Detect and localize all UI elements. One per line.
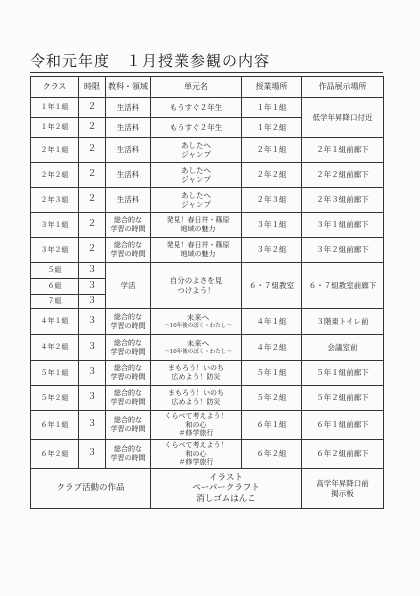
- class-cell: ６組: [31, 279, 79, 295]
- class-cell: ４年２組: [31, 335, 79, 361]
- period-cell: ３: [79, 263, 106, 279]
- period-cell: ２: [79, 238, 106, 263]
- unit-cell: あしたへ ジャンプ: [151, 163, 242, 188]
- place-cell: ６年２組: [242, 440, 302, 469]
- place-cell: ４年１組: [242, 309, 302, 335]
- unit-cell: 発見！春日井・篠原 地域の魅力: [151, 213, 242, 238]
- subject-cell: 生活科: [106, 118, 151, 138]
- table-row: [31, 440, 384, 469]
- subject-cell: 総合的な 学習の時間: [106, 309, 151, 335]
- subject-cell: 総合的な 学習の時間: [106, 361, 151, 386]
- place-cell: ２年２組: [242, 163, 302, 188]
- exhibit-cell: ５年１組前廊下: [302, 361, 384, 386]
- club-row: [31, 469, 384, 509]
- table-row: [31, 263, 384, 279]
- class-cell: ５組: [31, 263, 79, 279]
- place-cell: ３年２組: [242, 238, 302, 263]
- unit-cell: まもろう！いのち 広めよう！防災: [151, 386, 242, 411]
- class-cell: １年１組: [31, 98, 79, 118]
- header-row: [31, 77, 384, 98]
- subject-cell: 総合的な 学習の時間: [106, 440, 151, 469]
- class-cell: ２年１組: [31, 138, 79, 163]
- table-row: [31, 98, 384, 118]
- place-cell: ５年２組: [242, 386, 302, 411]
- table-row: [31, 213, 384, 238]
- table-row: [31, 238, 384, 263]
- title-underline: [30, 72, 383, 73]
- header-exhibit: 作品展示場所: [302, 77, 384, 98]
- period-cell: ３: [79, 295, 106, 309]
- unit-cell: まもろう！いのち 広めよう！防災: [151, 361, 242, 386]
- period-cell: ３: [79, 440, 106, 469]
- place-cell: ６・７組教室: [242, 263, 302, 309]
- exhibit-cell: 会議室前: [302, 335, 384, 361]
- unit-cell: 未来へ ～10年後のぼく・わたし～: [151, 309, 242, 335]
- period-cell: ２: [79, 163, 106, 188]
- place-cell: ６年１組: [242, 411, 302, 440]
- table-row: [31, 138, 384, 163]
- header-unit: 単元名: [151, 77, 242, 98]
- table-row: [31, 361, 384, 386]
- club-works: イラスト ペーパークラフト 消しゴムはんこ: [151, 469, 302, 509]
- page-title: 令和元年度 １月授業参観の内容: [30, 52, 271, 70]
- period-cell: ３: [79, 335, 106, 361]
- exhibit-cell: ５年２組前廊下: [302, 386, 384, 411]
- schedule-table: [30, 76, 384, 509]
- class-cell: ３年１組: [31, 213, 79, 238]
- class-cell: ２年３組: [31, 188, 79, 213]
- place-cell: ５年１組: [242, 361, 302, 386]
- header-class: クラス: [31, 77, 79, 98]
- table-row: [31, 309, 384, 335]
- place-cell: １年２組: [242, 118, 302, 138]
- period-cell: ３: [79, 361, 106, 386]
- table-row: [31, 163, 384, 188]
- exhibit-cell: ３階東トイレ前: [302, 309, 384, 335]
- period-cell: ２: [79, 213, 106, 238]
- subject-cell: 学活: [106, 263, 151, 309]
- club-place: 高学年昇降口前 掲示板: [302, 469, 384, 509]
- subject-cell: 生活科: [106, 98, 151, 118]
- period-cell: ３: [79, 279, 106, 295]
- place-cell: ２年３組: [242, 188, 302, 213]
- table-row: [31, 411, 384, 440]
- place-cell: ４年２組: [242, 335, 302, 361]
- exhibit-cell: ６年２組前廊下: [302, 440, 384, 469]
- exhibit-cell: 低学年昇降口付近: [302, 98, 384, 138]
- subject-cell: 生活科: [106, 163, 151, 188]
- unit-cell: あしたへ ジャンプ: [151, 188, 242, 213]
- header-place: 授業場所: [242, 77, 302, 98]
- exhibit-cell: ２年１組前廊下: [302, 138, 384, 163]
- unit-cell: くらべて考えよう！ 和の心 ＃修学旅行: [151, 411, 242, 440]
- period-cell: ２: [79, 118, 106, 138]
- unit-cell: もうすぐ２年生: [151, 118, 242, 138]
- unit-cell: もうすぐ２年生: [151, 98, 242, 118]
- period-cell: ２: [79, 188, 106, 213]
- exhibit-cell: ６年１組前廊下: [302, 411, 384, 440]
- club-label: クラブ活動の作品: [31, 469, 151, 509]
- subject-cell: 総合的な 学習の時間: [106, 238, 151, 263]
- table-row: [31, 188, 384, 213]
- place-cell: ３年１組: [242, 213, 302, 238]
- subject-cell: 総合的な 学習の時間: [106, 335, 151, 361]
- unit-cell: 未来へ ～10年後のぼく・わたし～: [151, 335, 242, 361]
- unit-cell: 発見！春日井・篠原 地域の魅力: [151, 238, 242, 263]
- unit-cell: あしたへ ジャンプ: [151, 138, 242, 163]
- unit-cell: くらべて考えよう！ 和の心 ＃修学旅行: [151, 440, 242, 469]
- subject-cell: 総合的な 学習の時間: [106, 213, 151, 238]
- period-cell: ２: [79, 98, 106, 118]
- header-subject: 教科・領域: [106, 77, 151, 98]
- exhibit-cell: ６・７組教室前廊下: [302, 263, 384, 309]
- exhibit-cell: ２年３組前廊下: [302, 188, 384, 213]
- table-row: [31, 386, 384, 411]
- class-cell: ５年２組: [31, 386, 79, 411]
- class-cell: ６年１組: [31, 411, 79, 440]
- class-cell: ５年１組: [31, 361, 79, 386]
- period-cell: ３: [79, 411, 106, 440]
- header-period: 時限: [79, 77, 106, 98]
- period-cell: ２: [79, 138, 106, 163]
- subject-cell: 生活科: [106, 138, 151, 163]
- period-cell: ３: [79, 309, 106, 335]
- exhibit-cell: ３年２組前廊下: [302, 238, 384, 263]
- exhibit-cell: ２年２組前廊下: [302, 163, 384, 188]
- class-cell: １年２組: [31, 118, 79, 138]
- class-cell: ６年２組: [31, 440, 79, 469]
- class-cell: ３年２組: [31, 238, 79, 263]
- subject-cell: 生活科: [106, 188, 151, 213]
- place-cell: ２年１組: [242, 138, 302, 163]
- unit-cell: 自分のよさを見 つけよう！: [151, 263, 242, 309]
- table-row: [31, 335, 384, 361]
- exhibit-cell: ３年１組前廊下: [302, 213, 384, 238]
- subject-cell: 総合的な 学習の時間: [106, 386, 151, 411]
- class-cell: ２年２組: [31, 163, 79, 188]
- place-cell: １年１組: [242, 98, 302, 118]
- period-cell: ３: [79, 386, 106, 411]
- subject-cell: 総合的な 学習の時間: [106, 411, 151, 440]
- class-cell: ７組: [31, 295, 79, 309]
- class-cell: ４年１組: [31, 309, 79, 335]
